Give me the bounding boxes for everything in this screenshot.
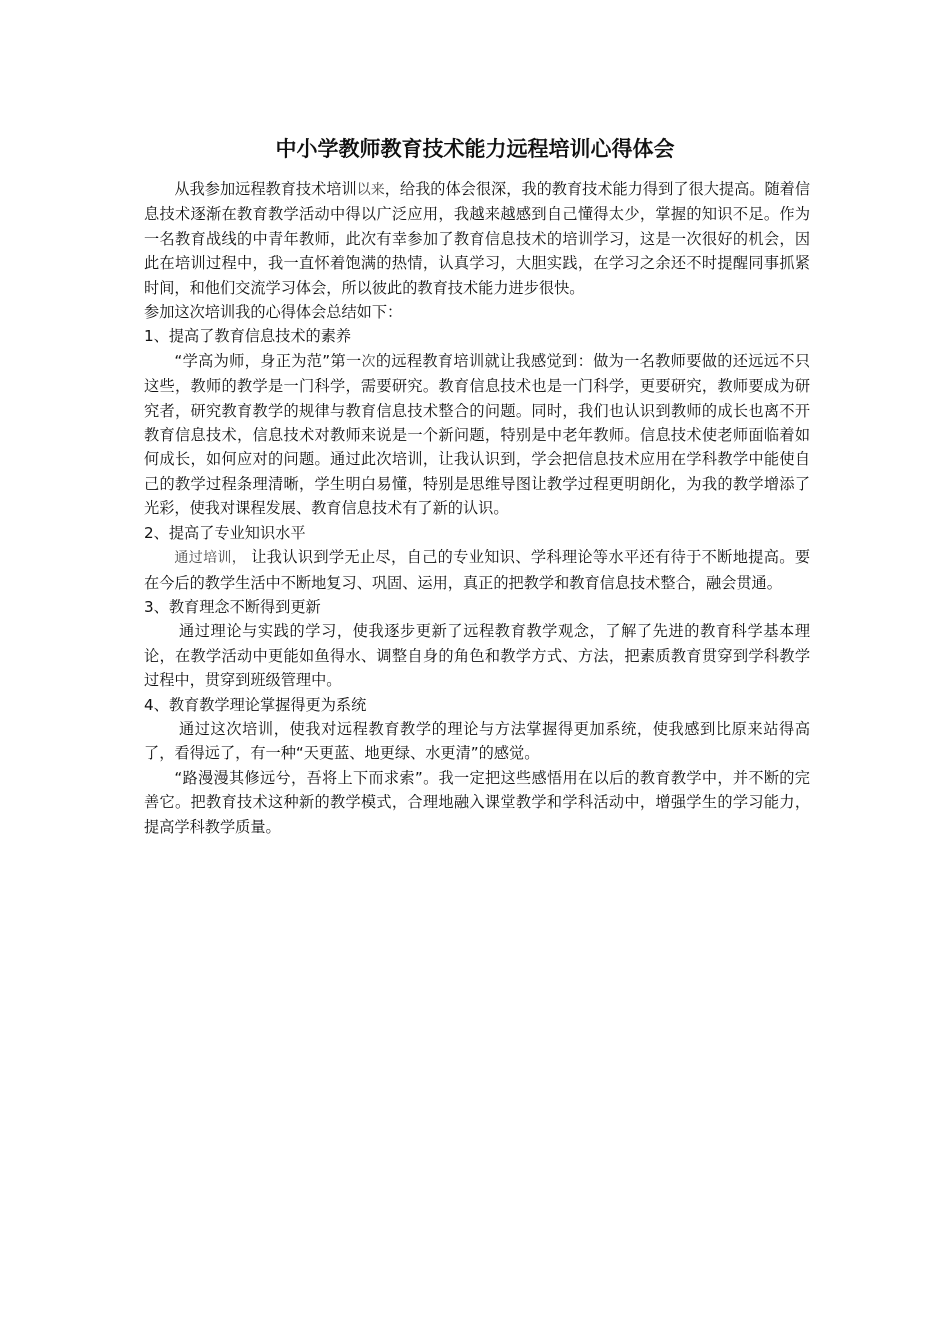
intro-text-part3: ，给我的体会很深，我的教育技术能力得到了很大提高。随着信息技术逐渐在教育教学活动中得以广泛应用，我越来越感到自己懂得太少，掌握的知识不足。作为一名教育战线的中青年教师，此次有幸参加了教育信息技术的培训学习，这是一次很好的机会，因此在培训过程中，我一直怀着饱满的热情，认真学习，大胆实践，在学习之余还不时提醒同事抓紧时间，和他们交流学习体会，所以彼此的教育技术能力进步很快。 bbox=[144, 180, 811, 297]
intro-text-part1: 从我参加远程教育技术培训 bbox=[174, 180, 357, 198]
section-4-paragraph: 通过这次培训，使我对远程教育教学的理论与方法掌握得更加系统，使我感到比原来站得高了，看得远了，有一种“天更蓝、地更绿、水更清”的感觉。 bbox=[144, 719, 810, 763]
section-3-paragraph: 通过理论与实践的学习，使我逐步更新了远程教育教学观念，了解了先进的教育科学基本理论，在教学活动中更能如鱼得水、调整自身的角色和教学方式、方法，把素质教育贯穿到学科教学过程中，贯穿到班级管理中。 bbox=[144, 622, 810, 690]
section-1-text-part1: “学高为师，身正为范”第一 bbox=[174, 351, 362, 370]
section-2-heading: 2、提高了专业知识水平 bbox=[144, 523, 306, 542]
section-1-text-part2: 次 bbox=[361, 353, 376, 370]
summary-line: 参加这次培训我的心得体会总结如下： bbox=[144, 303, 403, 322]
section-2-text-part2: 让我认识到学无止尽，自己的专业知识、学科理论等水平还有待于不断地提高。要在今后的教学生活中不断地复习、巩固、运用，真正的把教学和教育信息技术整合，融会贯通。 bbox=[144, 548, 811, 592]
document-title: 中小学教师教育技术能力远程培训心得体会 bbox=[275, 137, 675, 161]
closing-paragraph: “路漫漫其修远兮，吾将上下而求索”。我一定把这些感悟用在以后的教育教学中，并不断的完善它。把教育技术这种新的教学模式，合理地融入课堂教学和学科活动中，增强学生的学习能力，提高学科教学质量。 bbox=[144, 768, 810, 836]
section-2-text-part1: 通过培训， bbox=[174, 550, 247, 567]
section-3-heading: 3、教育理念不断得到更新 bbox=[144, 597, 321, 616]
intro-paragraph bbox=[144, 177, 810, 300]
section-1-text-part3: 的远程教育培训就让我感觉到：做为一名教师要做的还远远不只这些，教师的教学是一门科学，需要研究。教育信息技术也是一门科学，更要研究，教师要成为研究者，研究教育教学的规律与教育信息技术整合的问题。同时，我们也认识到教师的成长也离不开教育信息技术，信息技术对教师来说是一个新问题，特别是中老年教师。信息技术使老师面临着如何成长，如何应对的问题。通过此次培训，让我认识到，学会把信息技术应用在学科教学中能使自己的教学过程条理清晰，学生明白易懂，特别是思维导图让教学过程更明朗化，为我的教学增添了光彩，使我对课程发展、教育信息技术有了新的认识。 bbox=[144, 351, 811, 518]
intro-text-part2: 以来 bbox=[356, 182, 385, 198]
section-1-paragraph bbox=[144, 349, 810, 521]
section-2-paragraph bbox=[144, 545, 810, 595]
section-4-heading: 4、教育教学理论掌握得更为系统 bbox=[144, 695, 367, 714]
document-body bbox=[144, 177, 810, 839]
section-1-heading: 1、提高了教育信息技术的素养 bbox=[144, 327, 352, 346]
